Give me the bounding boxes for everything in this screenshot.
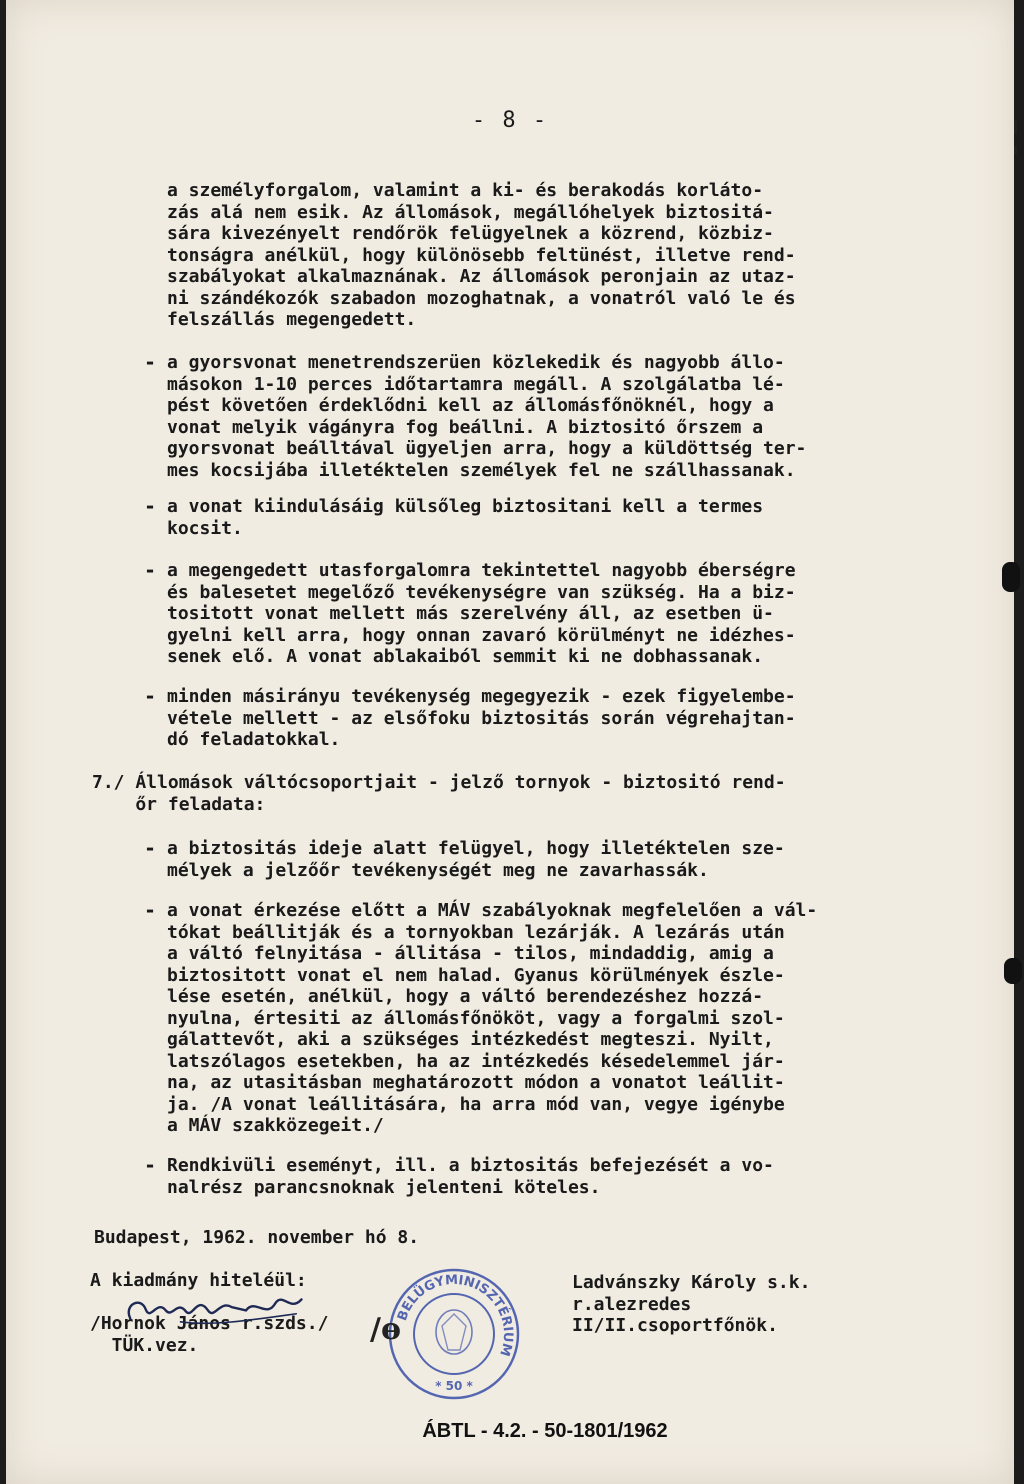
signatory-block [572, 1272, 810, 1337]
certification-label: A kiadmány hiteléül: [90, 1270, 307, 1291]
text-line: vonat melyik vágányra fog beállni. A biztositó őrszem a [167, 416, 764, 438]
scan-edge-mark [1004, 958, 1022, 984]
text-line: senek elő. A vonat ablakaiból semmit ki ne dobhassanak. [167, 646, 764, 667]
text-line: a vonat érkezése előtt a MÁV szabályoknak megfelelően a vál- [167, 900, 818, 921]
text-line: ja. /A vonat leállitására, ha arra mód van, vegye igénybe [167, 1093, 785, 1115]
text-line: na, az utasitásban meghatározott módon a vonatot leállit- [167, 1072, 785, 1093]
bullet-dash: - [144, 1153, 157, 1177]
text-line: a gyorsvonat menetrendszerüen közlekedik és nagyobb állo- [167, 352, 785, 373]
margin-tick [1014, 146, 1017, 154]
bullet-dash: - [144, 494, 157, 518]
text-line: tonságra anélkül, hogy különösebb feltünést, illetve rend- [167, 244, 796, 266]
text-line: tositott vonat mellett más szerelvény áll, az esetben ü- [167, 603, 774, 624]
bullet-dash: - [144, 684, 157, 708]
text-line: sára kivezényelt rendőrök felügyelnek a közrend, közbiz- [167, 223, 774, 244]
text-line: zás alá nem esik. Az állomások, megállóhelyek biztositá- [167, 201, 774, 223]
text-line: dó feladatokkal. [167, 729, 341, 750]
text-line: biztositott vonat el nem halad. Gyanus körülmények észle- [167, 964, 785, 986]
document-page [6, 0, 1014, 1484]
signatory-rank: r.alezredes [572, 1293, 692, 1315]
text-line: a személyforgalom, valamint a ki- és berakodás korláto- [167, 180, 764, 201]
bullet-dash: - [144, 836, 157, 860]
page-number: - 8 - [471, 108, 549, 133]
paragraph-6 [167, 838, 785, 881]
text-line: a vonat kiindulásáig külsőleg biztositani kell a termes [167, 496, 764, 517]
dateline: Budapest, 1962. november hó 8. [94, 1227, 420, 1248]
text-line: ni szándékozók szabadon mozoghatnak, a vonatról való le és [167, 287, 796, 309]
text-line: gyelni kell arra, hogy onnan zavaró körülményt ne idézhes- [167, 624, 796, 646]
bullet-dash: - [144, 350, 157, 374]
text-line: vétele mellett - az elsőfoku biztositás során végrehajtan- [167, 707, 796, 729]
scan-edge-mark [1002, 562, 1020, 592]
stamp-ring-text: BELÜGYMINISZTÉRIUM [394, 1272, 516, 1358]
signatory-title: II/II.csoportfőnök. [572, 1315, 778, 1336]
text-line: tókat beállitják és a tornyokban lezárják. A lezárás után [167, 921, 785, 943]
text-line: mes kocsijába illetéktelen személyek fel ne szállhassanak. [167, 459, 796, 481]
stamp-number: * 50 * [435, 1379, 473, 1393]
section-7-heading [92, 772, 786, 815]
bullet-dash: - [144, 558, 157, 582]
text-line: gálattevőt, aki a szükséges intézkedést megteszi. Nyilt, [167, 1029, 774, 1050]
paragraph-7 [167, 900, 817, 1137]
text-line: a váltó felnyitása - állitása - tilos, mindaddig, amig a [167, 943, 774, 964]
paragraph-1 [167, 180, 796, 331]
text-line: pést követően érdeklődni kell az állomásfőnöknél, hogy a [167, 395, 774, 416]
text-line: Rendkivüli eseményt, ill. a biztositás befejezését a vo- [167, 1155, 774, 1176]
text-line: nalrész parancsnoknak jelenteni köteles. [167, 1176, 601, 1198]
text-line: másokon 1-10 perces időtartamra megáll. A szolgálatba lé- [167, 373, 785, 395]
paragraph-3 [167, 496, 763, 539]
text-line: minden másirányu tevékenység megegyezik - ezek figyelembe- [167, 686, 796, 707]
text-line: felszállás megengedett. [167, 309, 417, 330]
text-line: a biztositás ideje alatt felügyel, hogy illetéktelen sze- [167, 838, 785, 859]
signature-scribble [119, 1277, 311, 1337]
signatory-name: Ladvánszky Károly s.k. [572, 1272, 811, 1293]
handwritten-signature [119, 1277, 312, 1346]
certifier-name: /Hornok János r.szds./ [90, 1313, 329, 1334]
text-line: a megengedett utasforgalomra tekintettel nagyobb éberségre [167, 560, 796, 581]
text-line: nyulna, értesiti az állomásfőnököt, vagy a forgalmi szol- [167, 1007, 785, 1029]
paragraph-8 [167, 1155, 774, 1198]
text-line: szabályokat alkalmaznának. Az állomások peronjain az utaz- [167, 266, 796, 287]
handwritten-slash-mark: /ɵ [370, 1312, 401, 1347]
text-line: kocsit. [167, 517, 243, 539]
paragraph-4 [167, 560, 796, 668]
text-line: őr feladata: [92, 793, 266, 815]
text-line: 7./ Állomások váltócsoportjait - jelző tornyok - biztositó rend- [92, 772, 786, 793]
text-line: latszólagos esetekben, ha az intézkedés késedelemmel jár- [167, 1050, 785, 1072]
text-line: gyorsvonat beálltával ügyeljen arra, hogy a küldöttség ter- [167, 438, 807, 459]
text-line: mélyek a jelzőőr tevékenységét meg ne zavarhassák. [167, 859, 709, 881]
paragraph-2 [167, 352, 806, 481]
bullet-dash: - [144, 898, 157, 922]
official-stamp [386, 1266, 522, 1402]
margin-tick [1014, 120, 1017, 134]
archive-reference: ÁBTL - 4.2. - 50-1801/1962 [422, 1420, 668, 1442]
paragraph-5 [167, 686, 796, 751]
text-line: a MÁV szakközegeit./ [167, 1115, 384, 1136]
certifier-role: TÜK.vez. [90, 1334, 199, 1356]
text-line: lése esetén, anélkül, hogy a váltó berendezéshez hozzá- [167, 986, 764, 1007]
text-line: és balesetet megelőző tevékenységre van szükség. Ha a biz- [167, 581, 796, 603]
